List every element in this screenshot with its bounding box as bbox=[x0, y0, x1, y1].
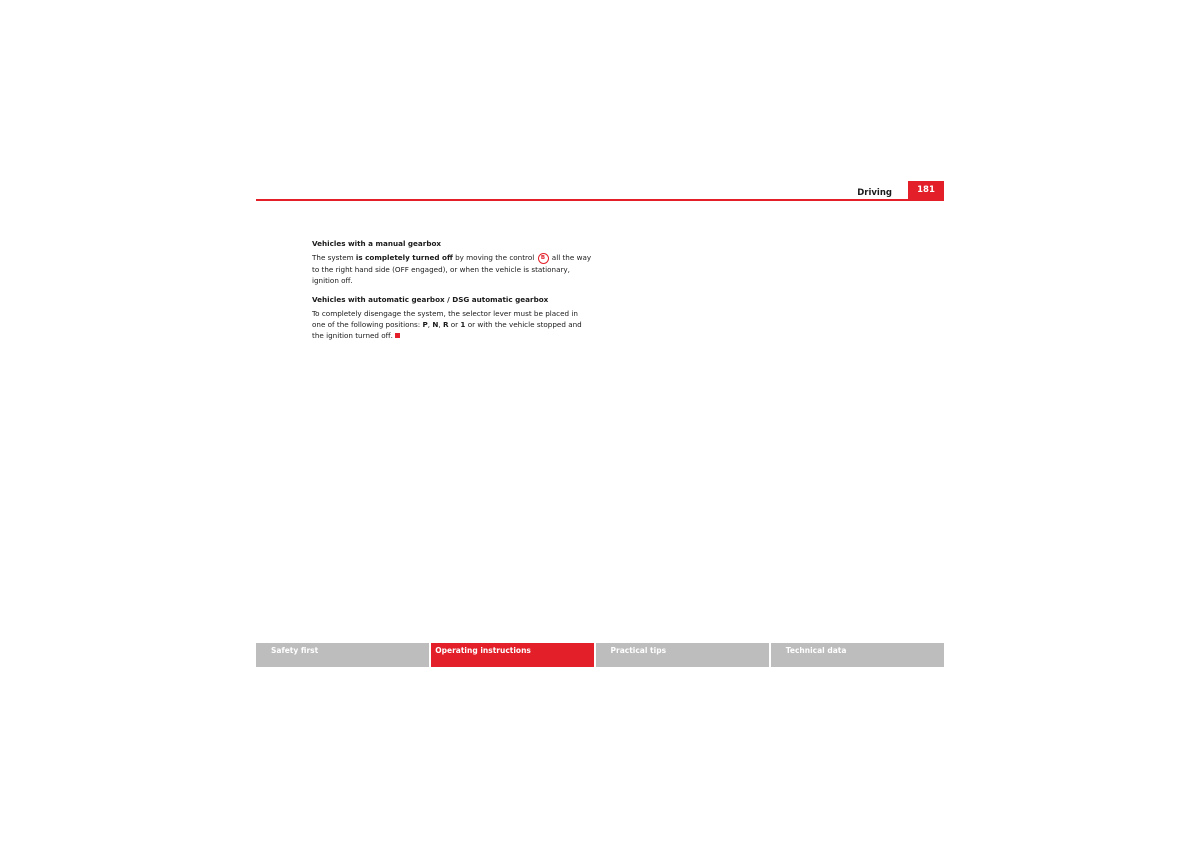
page-content bbox=[312, 238, 592, 349]
manual-bold-text: is completely turned off bbox=[355, 253, 453, 262]
position-r: R bbox=[442, 319, 449, 329]
position-separator: , bbox=[438, 319, 443, 329]
tab-operating-instructions[interactable] bbox=[431, 643, 593, 667]
manual-text-middle: by moving the control bbox=[452, 253, 537, 262]
position-1: 1 bbox=[460, 319, 466, 329]
automatic-text-start: To completely disengage the system, the selector lever must be placed in one of the following positions: bbox=[312, 308, 578, 329]
control-b-marker: B bbox=[538, 253, 549, 264]
automatic-gearbox-heading: Vehicles with automatic gearbox / DSG automatic gearbox bbox=[312, 294, 549, 304]
manual-gearbox-paragraph bbox=[312, 252, 592, 286]
tab-practical-tips[interactable] bbox=[596, 643, 769, 667]
section-end-icon bbox=[395, 333, 400, 338]
page-number: 181 bbox=[908, 181, 944, 200]
manual-text-start: The system bbox=[312, 253, 356, 262]
position-separator: or bbox=[448, 319, 461, 329]
position-p: P bbox=[422, 319, 428, 329]
automatic-gearbox-paragraph bbox=[312, 308, 592, 341]
tab-label: Operating instructions bbox=[435, 646, 531, 655]
tab-label: Technical data bbox=[785, 646, 847, 655]
automatic-text-end: or with the vehicle stopped and the ignition turned off. bbox=[312, 319, 582, 340]
manual-gearbox-heading: Vehicles with a manual gearbox bbox=[312, 239, 442, 248]
tab-label: Safety first bbox=[271, 646, 319, 655]
position-n: N bbox=[432, 319, 439, 329]
manual-text-end: all the way to the right hand side (OFF engaged), or when the vehicle is stationary, ignition off. bbox=[312, 253, 592, 285]
footer-tabs bbox=[256, 643, 944, 667]
header-rule bbox=[256, 199, 944, 201]
tab-label: Practical tips bbox=[610, 646, 667, 655]
tab-technical-data[interactable] bbox=[771, 643, 944, 667]
header-section-title: Driving bbox=[857, 188, 892, 198]
position-separator: , bbox=[427, 319, 433, 329]
tab-safety-first[interactable] bbox=[256, 643, 429, 667]
